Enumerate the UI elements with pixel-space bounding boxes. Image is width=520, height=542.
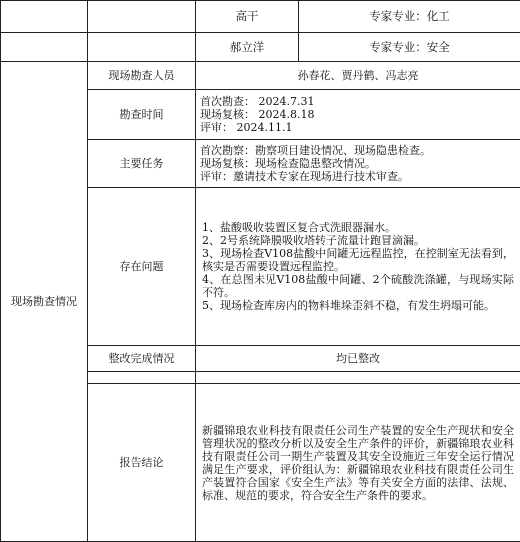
conclusion-value: 新疆锦琅农业科技有限责任公司生产装置的安全生产现状和安全管理状况的整改分析以及安全生产条件的评价，新疆锦琅农业科技有限责任公司一期生产装置及其安全设施近三年安全运行情况满足生产要求，评价组认为：新疆锦琅农业科技有限责任公司生产装置符合国家《安全生产法》等有关安全方面的法律、法规、标准、规范的要求，符合安全生产条件的要求。 [196,384,520,542]
empty-cell [88,372,196,384]
rectification-label: 整改完成情况 [88,346,196,372]
main-task-line: 评审：邀请技术专家在现场进行技术审查。 [200,170,516,183]
main-tasks-value [196,140,520,188]
inspection-time-line: 评审： 2024.11.1 [200,121,516,134]
issue-item: 4、在总图未见V108盐酸中间罐、2个硫酸洗涤罐，与现场实际不符。 [202,273,514,299]
main-task-line: 首次勘察：勘察项目建设情况、现场隐患检查。 [200,144,516,157]
issue-item: 1、盐酸吸收装置区复合式洗眼器漏水。 [202,221,514,234]
inspection-time-label: 勘查时间 [88,90,196,140]
empty-cell [88,1,196,33]
issues-value [196,188,520,346]
section-label [1,62,88,542]
empty-cell [196,372,520,384]
section-label-text: 现场勘查情况 [11,295,77,308]
expert-row [1,1,520,33]
expert-name: 高干 [196,1,299,33]
personnel-row [1,62,520,90]
empty-cell [1,1,88,33]
conclusion-label: 报告结论 [88,384,196,542]
inspection-time-value [196,90,520,140]
empty-cell [88,33,196,62]
issue-item: 3、现场检查V108盐酸中间罐无远程监控，在控制室无法看到，核实是否需要设置远程监控。 [202,247,514,273]
empty-cell [1,33,88,62]
expert-row [1,33,520,62]
expert-name: 郝立洋 [196,33,299,62]
rectification-value: 均已整改 [196,346,520,372]
personnel-value: 孙春花、贾丹鹤、冯志亮 [196,62,520,90]
issue-item: 2、2号系统降膜吸收塔转子流量计跑冒滴漏。 [202,234,514,247]
personnel-label: 现场勘查人员 [88,62,196,90]
issue-item: 5、现场检查库房内的物料堆垛歪斜不稳，有发生坍塌可能。 [202,299,514,312]
main-task-line: 现场复核：现场检查隐患整改情况。 [200,157,516,170]
main-tasks-label: 主要任务 [88,140,196,188]
inspection-time-line: 现场复核： 2024.8.18 [200,108,516,121]
issues-label: 存在问题 [88,188,196,346]
expert-specialty: 专家专业：安全 [299,33,520,62]
expert-specialty: 专家专业：化工 [299,1,520,33]
inspection-time-line: 首次勘查： 2024.7.31 [200,95,516,108]
